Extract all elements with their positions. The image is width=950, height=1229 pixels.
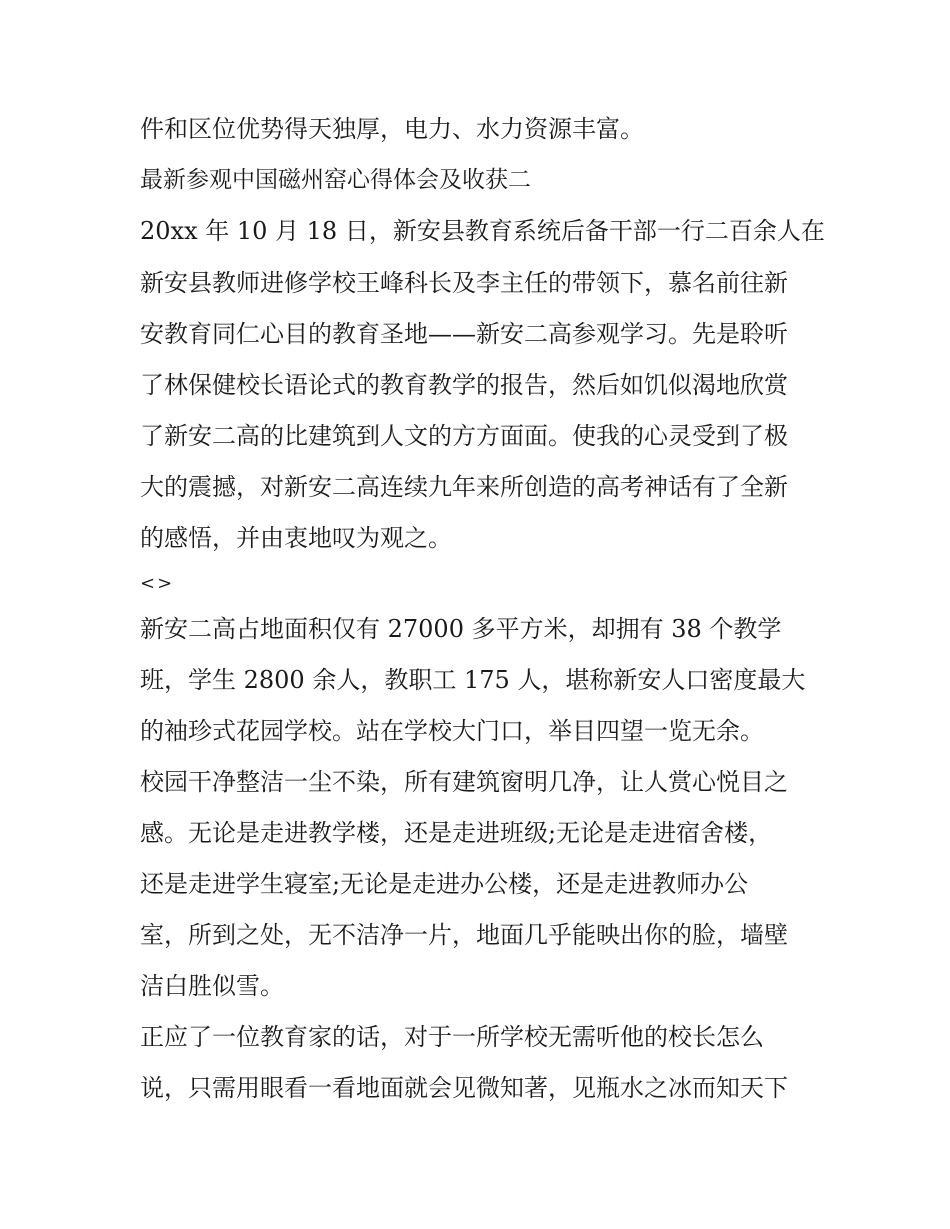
placeholder-symbol: <> (140, 573, 175, 594)
paragraph-line-4: 新安县教师进修学校王峰科长及李主任的带领下，慕名前往新 (140, 269, 788, 297)
paragraph-line-9: 的感悟，并由衷地叹为观之。 (140, 524, 452, 552)
paragraph-line-17: 室，所到之处，无不洁净一片，地面几乎能映出你的脸，墙壁 (140, 921, 788, 949)
paragraph-line-18: 洁白胜似雪。 (140, 972, 284, 1000)
paragraph-line-7: 了新安二高的比建筑到人文的方方面面。使我的心灵受到了极 (140, 422, 788, 450)
paragraph-line-3: 20xx 年 10 月 18 日，新安县教育系统后备干部一行二百余人在 (140, 217, 825, 245)
paragraph-line-14: 校园干净整洁一尘不染，所有建筑窗明几净，让人赏心悦目之 (140, 768, 788, 796)
paragraph-line-8: 大的震撼，对新安二高连续九年来所创造的高考神话有了全新 (140, 473, 788, 501)
paragraph-line-11: 新安二高占地面积仅有 27000 多平方米，却拥有 38 个教学 (140, 615, 782, 643)
paragraph-line-15: 感。无论是走进教学楼，还是走进班级;无论是走进宿舍楼， (140, 819, 773, 847)
paragraph-line-1: 件和区位优势得天独厚，电力、水力资源丰富。 (140, 115, 644, 143)
paragraph-line-6: 了林保健校长语论式的教育教学的报告，然后如饥似渴地欣赏 (140, 371, 788, 399)
section-title: 最新参观中国磁州窑心得体会及收获二 (140, 167, 531, 193)
paragraph-line-19: 正应了一位教育家的话，对于一所学校无需听他的校长怎么 (140, 1023, 764, 1051)
paragraph-line-16: 还是走进学生寝室;无论是走进办公楼，还是走进教师办公 (140, 870, 749, 898)
paragraph-line-12: 班，学生 2800 余人，教职工 175 人，堪称新安人口密度最大 (140, 666, 806, 694)
paragraph-line-13: 的袖珍式花园学校。站在学校大门口，举目四望一览无余。 (140, 717, 764, 745)
paragraph-line-5: 安教育同仁心目的教育圣地——新安二高参观学习。先是聆听 (140, 320, 788, 348)
paragraph-line-20: 说，只需用眼看一看地面就会见微知著，见瓶水之冰而知天下 (140, 1074, 788, 1102)
